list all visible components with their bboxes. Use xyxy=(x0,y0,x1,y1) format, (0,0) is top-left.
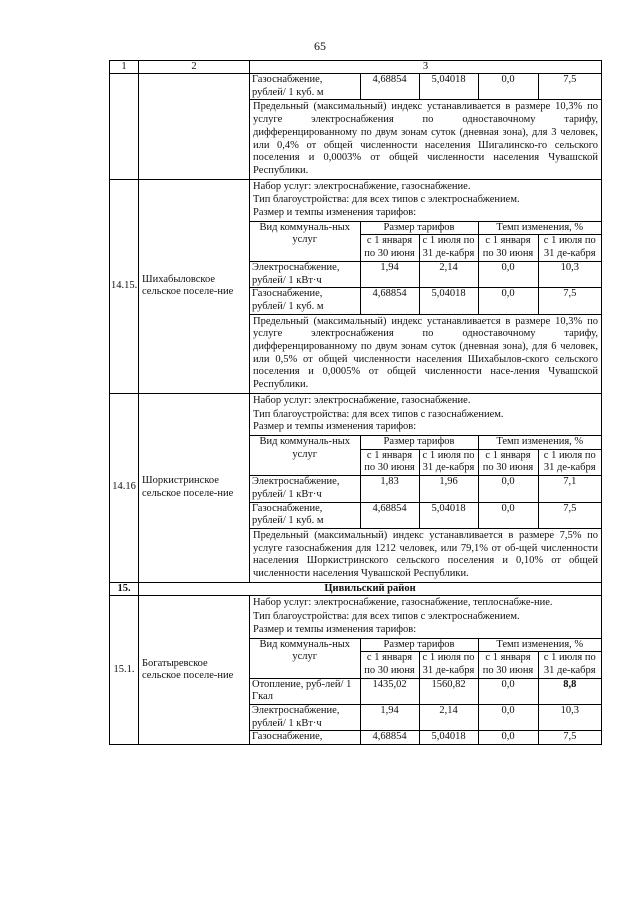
settlement-row xyxy=(110,596,602,745)
services-text: Набор услуг: электроснабжение, газоснабжение. xyxy=(253,180,471,192)
tariff-value: 1,83 xyxy=(360,476,419,502)
column-number: 3 xyxy=(250,61,602,74)
tariff-value: 1560,82 xyxy=(419,678,478,704)
improvement-text: Тип благоустройства: для всех типов с электроснабжением. xyxy=(253,611,520,623)
tariff-value: 4,68854 xyxy=(360,288,419,314)
change-value: 10,3 xyxy=(538,705,601,731)
page-number: 65 xyxy=(314,39,326,53)
tariff-caption: Размер и темпы изменения тарифов: xyxy=(253,421,417,433)
header-tariff-size: Размер тарифов xyxy=(360,638,478,652)
settlement-name: Богатыревское сельское поселе-ние xyxy=(139,596,250,745)
service-label: Газоснабжение, рублей/ 1 куб. м xyxy=(250,74,360,100)
header-period: с 1 июля по 31 де-кабря xyxy=(538,652,601,678)
section-title: Цивильский район xyxy=(139,582,602,596)
header-period: с 1 января по 30 июня xyxy=(478,652,538,678)
settlement-name: Шоркистринское сельское поселе-ние xyxy=(139,393,250,582)
header-service-type: Вид коммуналь-ных услуг xyxy=(250,435,360,475)
tariff-item-row xyxy=(250,678,601,704)
tariff-value: 4,68854 xyxy=(360,74,419,100)
change-value: 8,8 xyxy=(538,678,601,704)
tariff-subtable xyxy=(250,74,601,100)
header-service-type: Вид коммуналь-ных услуг xyxy=(250,638,360,678)
header-period: с 1 июля по 31 де-кабря xyxy=(419,652,478,678)
header-service-type: Вид коммуналь-ных услуг xyxy=(250,221,360,261)
limit-index-text: Предельный (максимальный) индекс устанавливается в размере 7,5% по услуге газоснабжения для 1212 человек, или 79,1% от об-щей численности населения Шоркистринского сельского поселения и 0,10% от общей численности населения Чувашской Республики. xyxy=(253,529,598,580)
tariff-value: 4,68854 xyxy=(360,731,419,744)
change-value: 7,5 xyxy=(538,502,601,528)
header-period: с 1 января по 30 июня xyxy=(478,449,538,475)
service-label: Электроснабжение, рублей/ 1 кВт·ч xyxy=(250,476,360,502)
change-value: 7,1 xyxy=(538,476,601,502)
change-value: 7,5 xyxy=(538,288,601,314)
section-number: 15. xyxy=(110,582,139,596)
service-label: Электроснабжение, рублей/ 1 кВт·ч xyxy=(250,261,360,287)
header-change-rate: Темп изменения, % xyxy=(478,435,601,449)
change-value: 0,0 xyxy=(478,731,538,744)
district-section-row xyxy=(110,582,602,596)
column-number: 2 xyxy=(139,61,250,74)
tariff-subtable xyxy=(250,435,601,529)
settlement-row xyxy=(110,393,602,582)
services-text: Набор услуг: электроснабжение, газоснабжение, теплоснабже-ние. xyxy=(253,597,553,609)
header-period: с 1 января по 30 июня xyxy=(360,449,419,475)
change-value: 0,0 xyxy=(478,502,538,528)
limit-index-text: Предельный (максимальный) индекс устанавливается в размере 10,3% по услуге электроснабжения по одноставочному тарифу, дифференцированному по двум зонам суток (дневная зона), для 3 человек, или 0,4% от общей численности населения Шигалинско-го сельского поселения и 0,0003% от общей численности населения Чувашской Республики. xyxy=(253,101,598,176)
change-value: 0,0 xyxy=(478,261,538,287)
change-value: 0,0 xyxy=(478,678,538,704)
tariff-item-row xyxy=(250,502,601,528)
tariff-caption: Размер и темпы изменения тарифов: xyxy=(253,623,417,635)
service-label: Отопление, руб-лей/ 1 Гкал xyxy=(250,678,360,704)
header-period: с 1 января по 30 июня xyxy=(360,652,419,678)
tariff-item-row xyxy=(250,288,601,314)
header-change-rate: Темп изменения, % xyxy=(478,638,601,652)
tariff-value: 4,68854 xyxy=(360,502,419,528)
tariff-subtable xyxy=(250,221,601,315)
tariff-value: 1,96 xyxy=(419,476,478,502)
header-period: с 1 июля по 31 де-кабря xyxy=(538,235,601,261)
change-value: 7,5 xyxy=(538,74,601,100)
tariff-item-row xyxy=(250,705,601,731)
tariff-value: 2,14 xyxy=(419,261,478,287)
tariff-value: 1435,02 xyxy=(360,678,419,704)
tariff-value: 5,04018 xyxy=(419,731,478,744)
services-text: Набор услуг: электроснабжение, газоснабжение. xyxy=(253,394,471,406)
change-value: 7,5 xyxy=(538,731,601,744)
tariff-item-row xyxy=(250,74,601,100)
header-period: с 1 января по 30 июня xyxy=(360,235,419,261)
header-period: с 1 июля по 31 де-кабря xyxy=(419,449,478,475)
change-value: 0,0 xyxy=(478,74,538,100)
tariff-value: 1,94 xyxy=(360,705,419,731)
continuation-row xyxy=(110,74,602,180)
tariff-item-row xyxy=(250,731,601,744)
column-number: 1 xyxy=(110,61,139,74)
settlement-name: Шихабыловское сельское поселе-ние xyxy=(139,179,250,393)
row-number: 15.1. xyxy=(110,596,139,745)
service-label: Газоснабжение, рублей/ 1 куб. м xyxy=(250,502,360,528)
tariff-item-row xyxy=(250,261,601,287)
change-value: 0,0 xyxy=(478,476,538,502)
service-label: Электроснабжение, рублей/ 1 кВт·ч xyxy=(250,705,360,731)
header-period: с 1 июля по 31 де-кабря xyxy=(538,449,601,475)
limit-index-text: Предельный (максимальный) индекс устанавливается в размере 10,3% по услуге электроснабжения по одноставочному тарифу, дифференцированному по двум зонам суток (дневная зона), для 6 человек, или 0,5% от общей численности населения Шихабылов-ского сельского поселения и 0,0005% от общей численности насе-ления Чувашской Республики. xyxy=(253,315,598,391)
settlement-row xyxy=(110,179,602,393)
change-value: 10,3 xyxy=(538,261,601,287)
tariff-value: 5,04018 xyxy=(419,74,478,100)
tariff-value: 5,04018 xyxy=(419,502,478,528)
row-number: 14.16 xyxy=(110,393,139,582)
improvement-text: Тип благоустройства: для всех типов с электроснабжением. xyxy=(253,194,520,206)
row-number: 14.15. xyxy=(110,179,139,393)
column-numbers-row xyxy=(110,61,602,74)
improvement-text: Тип благоустройства: для всех типов с газоснабжением. xyxy=(253,408,504,420)
header-period: с 1 июля по 31 де-кабря xyxy=(419,235,478,261)
change-value: 0,0 xyxy=(478,288,538,314)
tariff-table xyxy=(109,60,602,745)
tariff-value: 2,14 xyxy=(419,705,478,731)
header-period: с 1 января по 30 июня xyxy=(478,235,538,261)
header-tariff-size: Размер тарифов xyxy=(360,221,478,235)
tariff-item-row xyxy=(250,476,601,502)
service-label: Газоснабжение, рублей/ 1 куб. м xyxy=(250,288,360,314)
header-tariff-size: Размер тарифов xyxy=(360,435,478,449)
tariff-value: 1,94 xyxy=(360,261,419,287)
tariff-subtable xyxy=(250,638,601,745)
service-label: Газоснабжение, xyxy=(250,731,360,744)
header-change-rate: Темп изменения, % xyxy=(478,221,601,235)
change-value: 0,0 xyxy=(478,705,538,731)
tariff-value: 5,04018 xyxy=(419,288,478,314)
tariff-caption: Размер и темпы изменения тарифов: xyxy=(253,207,417,219)
